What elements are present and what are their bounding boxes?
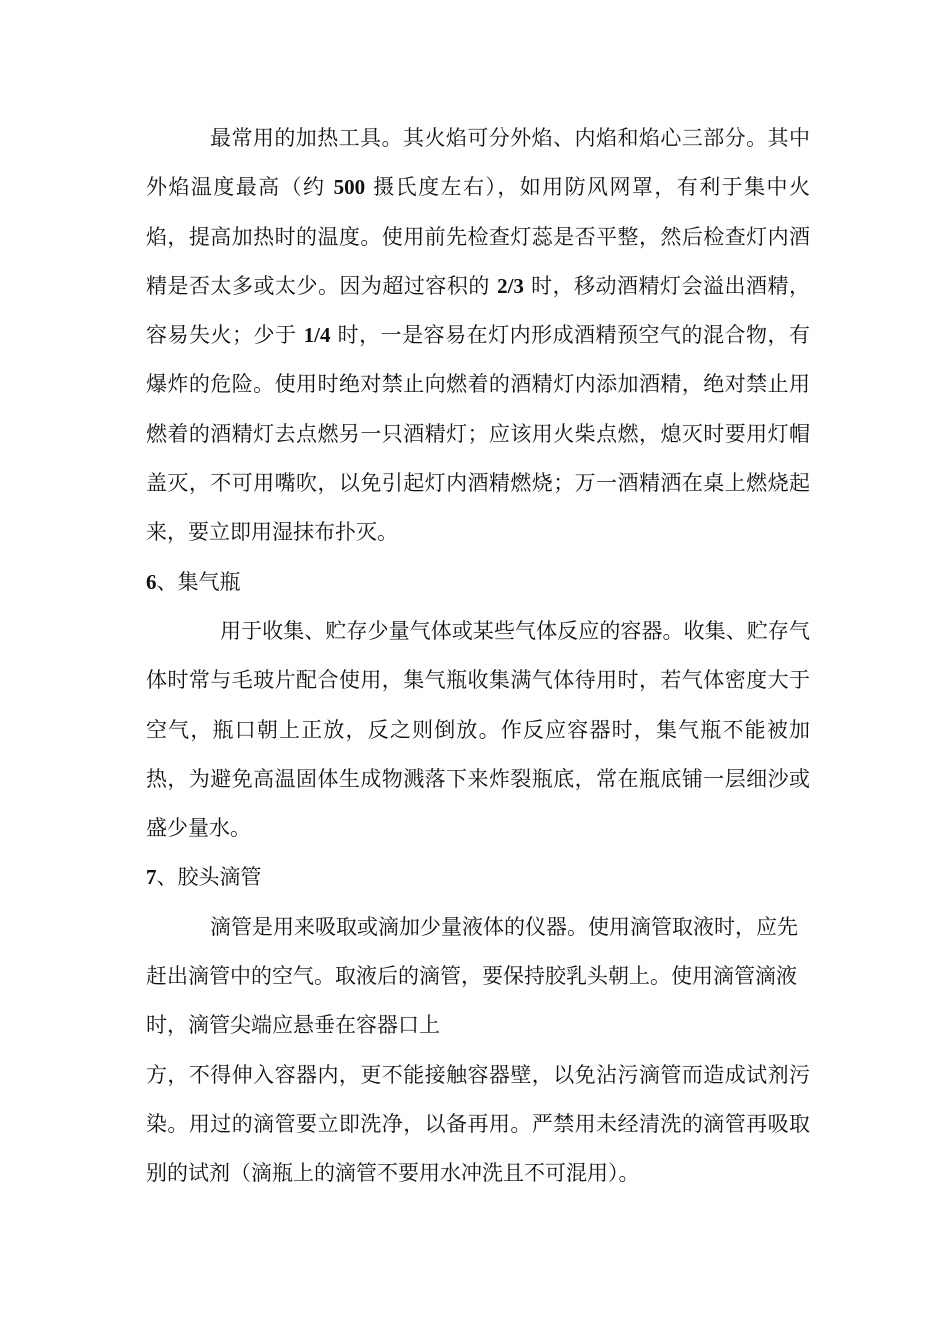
section-number: 6 — [146, 569, 157, 594]
paragraph-gas-bottle: 用于收集、贮存少量气体或某些气体反应的容器。收集、贮存气体时常与毛玻片配合使用，集气瓶收集满气体待用时，若气体密度大于空气，瓶口朝上正放，反之则倒放。作反应容器时，集气瓶不能被加热，为避免高温固体生成物溅落下来炸裂瓶底，常在瓶底铺一层细沙或盛少量水。 — [146, 618, 810, 841]
fraction-two-thirds: 2/3 — [497, 273, 524, 298]
section-heading-gas-bottle — [146, 558, 810, 607]
section-number: 7 — [146, 865, 157, 890]
text-run: 摄氏度左右），如用防风网罩，有利于集中火焰，提高加热时的温度。使用前先检查灯蕊是否平整，然后检查灯内酒精是否太多或太少。因为超过容积的 — [146, 175, 810, 298]
section-heading-dropper — [146, 853, 810, 902]
paragraph-dropper-part2: 方，不得伸入容器内，更不能接触容器壁，以免沾污滴管而造成试剂污染。用过的滴管要立即洗净，以备再用。严禁用未经清洗的滴管再吸取别的试剂（滴瓶上的滴管不要用水冲洗且不可混用）。 — [146, 1062, 810, 1186]
text-run: 最常用的加热工具。其火焰可分外焰、内焰和焰心三部分。其中外焰温度最高（约 — [146, 126, 810, 200]
text-run: 时，一是容易在灯内形成酒精预空气的混合物，有爆炸的危险。使用时绝对禁止向燃着的酒精灯内添加酒精，绝对禁止用燃着的酒精灯去点燃另一只酒精灯；应该用火柴点燃，熄灭时要用灯帽盖灭，不可用嘴吹，以免引起灯内酒精燃烧；万一酒精洒在桌上燃烧起来，要立即用湿抹布扑灭。 — [146, 323, 810, 545]
document-body — [146, 114, 810, 1199]
paragraph-dropper-part1: 滴管是用来吸取或滴加少量液体的仪器。使用滴管取液时，应先赶出滴管中的空气。取液后的滴管，要保持胶乳头朝上。使用滴管滴液时，滴管尖端应悬垂在容器口上 — [146, 914, 798, 1038]
fraction-one-quarter: 1/4 — [303, 323, 331, 348]
section-title: 、集气瓶 — [156, 569, 241, 594]
temperature-value: 500 — [333, 175, 366, 200]
text-run: 时，移动酒精灯会溢出酒精，容易失火；少于 — [146, 273, 810, 348]
section-title: 、胶头滴管 — [156, 865, 262, 890]
paragraph-alcohol-lamp — [146, 114, 810, 558]
